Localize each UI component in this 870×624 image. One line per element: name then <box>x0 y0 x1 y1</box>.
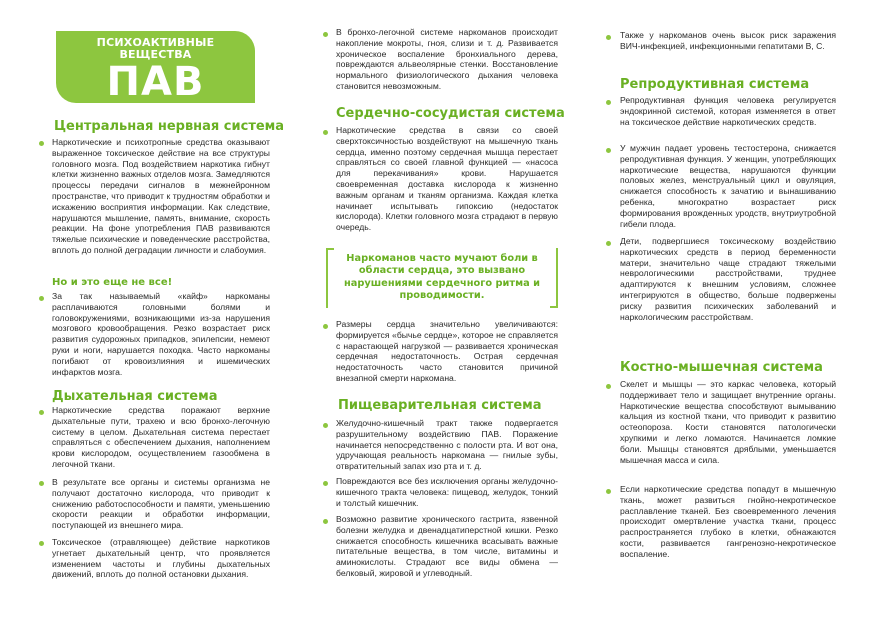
badge-subtitle-line2: ВЕЩЕСТВА <box>119 48 192 61</box>
badge-title: ПАВ <box>106 59 205 105</box>
bullet-dot <box>39 141 44 146</box>
heading-musculoskeletal: Костно-мышечная система <box>620 360 823 375</box>
paragraph-bronch: В бронхо-легочной системе наркоманов происходит накопление мокроты, гноя, слизи и т. д. Развивается хроническое воспаление бронхиального дерева, повреждаются альвеолярные стенки. Восстановление нормального физиологического дыхания человека становится невозможным. <box>336 27 558 91</box>
heading-respiratory: Дыхательная система <box>52 389 218 404</box>
bullet-dot <box>606 100 611 105</box>
bullet-dot <box>606 384 611 389</box>
paragraph-hiv: Также у наркоманов очень высок риск заражения ВИЧ-инфекцией, инфекционными гепатитами В, С. <box>620 30 836 51</box>
bullet-dot <box>323 324 328 329</box>
badge-subtitle-line1: ПСИХОАКТИВНЫЕ <box>96 36 215 49</box>
paragraph-resp-3: Токсическое (отравляющее) действие наркотиков угнетает дыхательный центр, что проявляется изменением частоты и глубины дыхательных движений, вплоть до полной остановки дыхания. <box>52 537 270 580</box>
paragraph-musc-1: Скелет и мышцы — это каркас человека, который поддерживает тело и защищает внутренние органы. Наркотические вещества способствуют вымыванию кальция из костной ткани, что приводит к развитию остеопороза. Кости становятся патологически хрупкими и легко ломаются. Начинается ломкие боли. Мышцы становятся дряблыми, уменьшается мышечная масса и сила. <box>620 379 836 465</box>
heading-cns: Центральная нервная система <box>54 119 285 134</box>
callout-box <box>326 248 558 308</box>
paragraph-more: За так называемый «кайф» наркоманы расплачиваются головными болями и головокружениями, возникающими из-за нарушения мозгового кровообращения. Резко возрастает риск развития судорожных припадков, эпилепсии, немеют руки и ноги, нарушается походка. Часто наркоманы погибают от кровоизлияния и ишемических инфарктов мозга. <box>52 291 270 377</box>
bullet-dot <box>39 410 44 415</box>
subheading-more: Но и это еще не все! <box>52 277 173 288</box>
pav-badge <box>56 31 255 103</box>
bullet-dot <box>39 296 44 301</box>
paragraph-repro-1: Репродуктивная функция человека регулируется эндокринной системой, которая изменяется в ответ на токсическое действие наркотических средств. <box>620 95 836 127</box>
heading-reproductive: Репродуктивная система <box>620 77 810 92</box>
paragraph-digest-1: Желудочно-кишечный тракт также подвергается разрушительному воздействию ПАВ. Поражение начинается непосредственно с полости рта. И вот она, удручающая реальность наркомана — гнилые зубы, отвратительный запах изо рта и т. д. <box>336 418 558 472</box>
paragraph-digest-2: Повреждаются все без исключения органы желудочно-кишечного тракта человека: пищевод, желудок, тонкий и толстый кишечник. <box>336 476 558 508</box>
paragraph-repro-2: У мужчин падает уровень тестостерона, снижается репродуктивная функция. У женщин, употребляющих наркотические вещества, нарушаются функции половых желез, менструальный цикл и овуляция, снижается способность к зачатию и вынашиванию ребенка, многократно возрастает риск формирования врожденных уродств, внутриутробной гибели плода. <box>620 143 836 229</box>
paragraph-resp-2: В результате все органы и системы организма не получают достаточно кислорода, что приводит к снижению работоспособности и памяти, уменьшению скорости реакции и обработки информации, поступающей из внешнего мира. <box>52 477 270 531</box>
bullet-dot <box>606 489 611 494</box>
bullet-dot <box>323 32 328 37</box>
callout-text: Наркоманов часто мучают боли в области сердца, это вызвано нарушениями сердечного ритма и проводимости. <box>344 253 540 302</box>
paragraph-heart-size: Размеры сердца значительно увеличиваются: формируется «бычье сердце», которое не справляется с нарастающей нагрузкой — развивается хроническая сердечная недостаточность. Острая сердечная недостаточность часто становится причиной внезапной смерти наркомана. <box>336 319 558 383</box>
heading-cardio: Сердечно-сосудистая система <box>336 106 565 121</box>
paragraph-resp-1: Наркотические средства поражают верхние дыхательные пути, трахею и всю бронхо-легочную систему в целом. Дыхательная система перестает справляться с обеспечением дыхания, наполнением крови кислородом, осуществлением газообмена в легочной ткани. <box>52 405 270 469</box>
bullet-dot <box>39 481 44 486</box>
bullet-dot <box>606 35 611 40</box>
bullet-dot <box>606 148 611 153</box>
paragraph-repro-3: Дети, подвергшиеся токсическому воздействию наркотических средств в период беременности матери, значительно чаще страдают тяжелыми неврологическими расстройствами, труднее адаптируются к внешним условиям, сложнее интегрируются в общество, больше подвержены риску развития психических заболеваний и наркологическим расстройствам. <box>620 236 836 322</box>
badge-subtitle <box>56 31 255 61</box>
bullet-dot <box>323 481 328 486</box>
bullet-dot <box>606 241 611 246</box>
bullet-dot <box>323 423 328 428</box>
heading-digestive: Пищеварительная система <box>338 398 542 413</box>
paragraph-cns: Наркотические и психотропные средства оказывают выраженное токсическое действие на все структуры головного мозга. Под воздействием наркотика гибнут клетки жизненно важных отделов мозга. Замедляются процессы передачи сигналов в межнейронном пространстве, что приводит к трудностям обработки и искажению восприятия информации. Как следствие, нарушаются мышление, память, внимание, скорость реакции. На фоне употребления ПАВ развиваются тяжелые психические и поведенческие расстройства, вплоть до полной деградации личности и слабоумия. <box>52 137 270 255</box>
paragraph-cardio: Наркотические средства в связи со своей сверхтоксичностью воздействуют на мышечную ткань сердца, именно поэтому сердечная мышца перестает справляться со своей главной функцией — «насоса для перекачивания» крови. Нарушается своевременная доставка кислорода к жизненно важным органам и тканям организма. Каждая клетка начинает испытывать гипоксию (недостаток кислорода). Клетки головного мозга страдают в первую очередь. <box>336 125 558 233</box>
bullet-dot <box>39 541 44 546</box>
paragraph-digest-3: Возможно развитие хронического гастрита, язвенной болезни желудка и двенадцатиперстной кишки. Резко снижается способность кишечника всасывать важные питательные вещества, в том числе, витамины и аминокислоты. Страдают все виды обмена — белковый, жировой и углеводный. <box>336 514 558 578</box>
bullet-dot <box>323 519 328 524</box>
bullet-dot <box>323 130 328 135</box>
paragraph-musc-2: Если наркотические средства попадут в мышечную ткань, может развиться гнойно-некротическое расплавление тканей. Без своевременного лечения происходит омертвление участка ткани, процесс распространяется глубоко в клетки, обнажаются кости, развивается гангренозно-некротическое воспаление. <box>620 484 836 559</box>
